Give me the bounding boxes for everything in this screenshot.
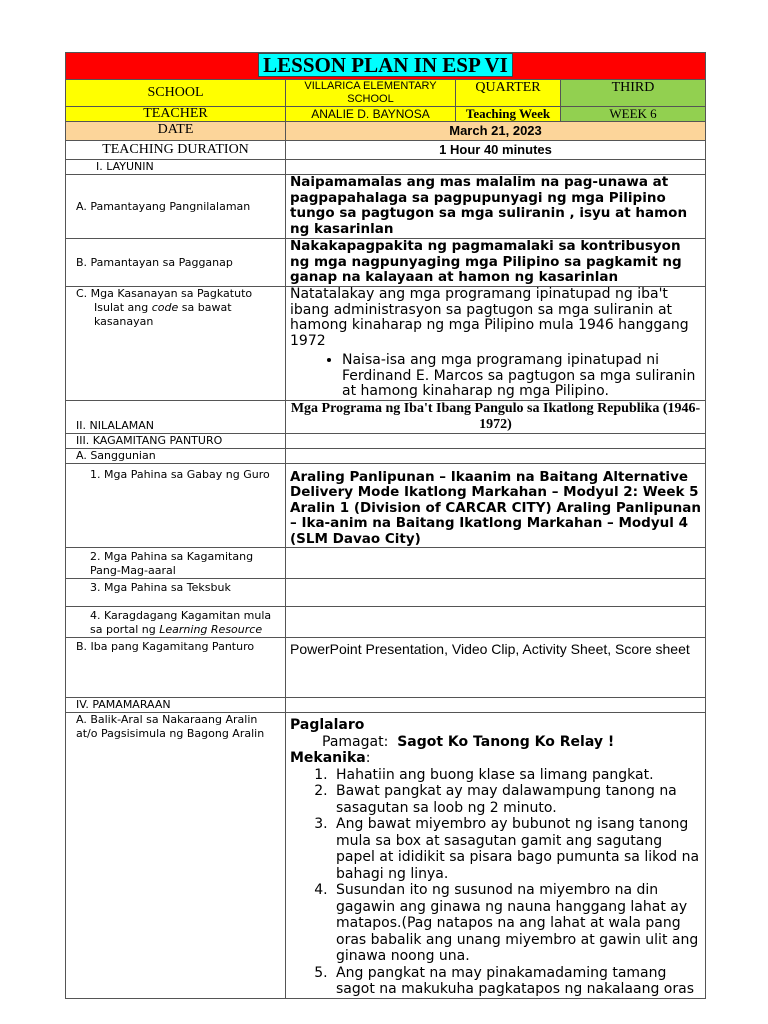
kasanayan-note-code: code (151, 301, 179, 314)
kasanayan-note (76, 301, 281, 329)
karagdagang-kagamitan-label (66, 607, 286, 638)
gabay-guro-label: 1. Mga Pahina sa Gabay ng Guro (66, 463, 286, 548)
duration-row (66, 141, 706, 160)
week-value: WEEK 6 (561, 107, 706, 122)
kasanayan-bullet-list (290, 353, 701, 400)
kagamitan-label: III. KAGAMITANG PANTURO (66, 433, 286, 448)
school-label: SCHOOL (66, 80, 286, 107)
duration-label: TEACHING DURATION (66, 141, 286, 160)
pamantayan-pagganap-label: B. Pamantayan sa Pagganap (66, 239, 286, 287)
duration-value: 1 Hour 40 minutes (286, 141, 706, 160)
nilalaman-label: II. NILALAMAN (66, 400, 286, 433)
sanggunian-label: A. Sanggunian (66, 448, 286, 463)
page-title: LESSON PLAN IN ESP VI (258, 53, 513, 77)
iba-pang-kagamitan-row (66, 638, 706, 698)
kasanayan-row (66, 287, 706, 401)
teacher-value: ANALIE D. BAYNOSA (286, 107, 456, 122)
learning-resource-text: Learning Resource (159, 623, 263, 636)
mekanika-step: 2. Bawat pangkat ay may dalawampung tanong na sasagutan sa loob ng 2 minuto. (332, 783, 701, 816)
title-row (66, 53, 706, 80)
pamantayan-pagganap-text: Nakakapagpakita ng pagmamalaki sa kontribusyon ng mga nagpunyaging mga Pilipino sa pagkamit ng ganap na kalayaan at hamon ng kasarinlan (286, 239, 706, 287)
nilalaman-row (66, 400, 706, 433)
iba-pang-kagamitan-label: B. Iba pang Kagamitang Panturo (66, 638, 286, 698)
lesson-plan-page (65, 52, 705, 999)
teksbuk-label: 3. Mga Pahina sa Teksbuk (66, 579, 286, 607)
school-value: VILLARICA ELEMENTARY SCHOOL (286, 80, 456, 107)
balik-aral-label: A. Balik-Aral sa Nakaraang Aralin at/o Pagsisimula ng Bagong Aralin (66, 713, 286, 999)
school-row (66, 80, 706, 107)
layunin-row (66, 160, 706, 175)
kasanayan-bullet: • Naisa-isa ang mga programang ipinatupad ni Ferdinand E. Marcos sa pagtugon sa mga suliranin at hamong kinaharap ng mga Pilipino. (342, 353, 701, 400)
kasanayan-content (286, 287, 706, 401)
pamamaraan-label: IV. PAMAMARAAN (66, 698, 286, 713)
mekanika-step: 3. Ang bawat miyembro ay bubunot ng isang tanong mula sa box at sasagutan gamit ang sagutang papel at ididikit sa pisara bago pumunta sa likod na bahagi ng linya. (332, 816, 701, 882)
nilalaman-text: Mga Programa ng Iba't Ibang Pangulo sa Ikatlong Republika (1946-1972) (286, 400, 706, 433)
balik-aral-row (66, 713, 706, 999)
pamamaraan-row (66, 698, 706, 713)
gabay-guro-text: Araling Panlipunan – Ikaanim na Baitang Alternative Delivery Mode Ikatlong Markahan – Modyul 2: Week 5 Aralin 1 (Division of CARCAR CITY) Araling Panlipunan – Ika-anim na Baitang Ikatlong Markahan – Modyul 4 (SLM Davao City) (286, 463, 706, 548)
kasanayan-note-part1: Isulat ang (94, 301, 152, 314)
kasanayan-text: Natatalakay ang mga programang ipinatupad ng iba't ibang administrasyon sa pagtugon sa mga suliranin at hamong kinaharap ng mga Pilipino mula 1946 hanggang 1972 (290, 286, 689, 349)
pamagat-value: Sagot Ko Tanong Ko Relay ! (397, 733, 615, 750)
date-value: March 21, 2023 (286, 122, 706, 141)
mekanika-list (290, 767, 701, 998)
pamantayang-pangnilalaman-text: Naipamamalas ang mas malalim na pag-unawa at pagpapahalaga sa pagpupunyagi ng mga Pilipino tungo sa pagtugon sa mga suliranin , isyu at hamon ng kasarinlan (286, 175, 706, 239)
gabay-guro-row (66, 463, 706, 548)
teksbuk-row (66, 579, 706, 607)
kasanayan-cell (66, 287, 286, 401)
balik-aral-content (286, 713, 706, 999)
date-label: DATE (66, 122, 286, 141)
karagdagang-kagamitan-label-text: 4. Karagdagang Kagamitan mula sa portal ng (90, 609, 272, 636)
layunin-label: I. LAYUNIN (66, 160, 286, 175)
mekanika-heading (290, 750, 701, 767)
date-row (66, 122, 706, 141)
mekanika-step: 1. Hahatiin ang buong klase sa limang pangkat. (332, 767, 701, 784)
teacher-label: TEACHER (66, 107, 286, 122)
teacher-row (66, 107, 706, 122)
mekanika-step: 5. Ang pangkat na may pinakamadaming tamang sagot na makukuha pagkatapos ng nakalaang oras (332, 965, 701, 998)
pamagat-label: Pamagat: (322, 733, 389, 750)
kagamitan-row (66, 433, 706, 448)
pamantayan-pagganap-row (66, 239, 706, 287)
kagamitang-mag-aaral-row (66, 548, 706, 579)
quarter-label: QUARTER (456, 80, 561, 107)
lesson-plan-table (65, 52, 706, 999)
kasanayan-label: C. Mga Kasanayan sa Pagkatuto (76, 287, 253, 300)
pamantayang-pangnilalaman-row (66, 175, 706, 239)
iba-pang-kagamitan-text: PowerPoint Presentation, Video Clip, Activity Sheet, Score sheet (286, 638, 706, 698)
pamagat-line (290, 734, 701, 751)
karagdagang-kagamitan-row (66, 607, 706, 638)
pamantayang-pangnilalaman-label: A. Pamantayang Pangnilalaman (66, 175, 286, 239)
sanggunian-row (66, 448, 706, 463)
week-label: Teaching Week (456, 107, 561, 122)
mekanika-step: 4. Susundan ito ng susunod na miyembro na din gagawin ang ginawa ng nauna hanggang lahat ay matapos.(Pag natapos na ang lahat at wala pang oras babalik ang unang miyembro at gawin ulit ang ginawa noong una. (332, 882, 701, 965)
quarter-value: THIRD (561, 80, 706, 107)
kasanayan-note-part2: sa bawat kasanayan (94, 301, 232, 328)
kagamitang-mag-aaral-label: 2. Mga Pahina sa Kagamitang Pang-Mag-aaral (66, 548, 286, 579)
paglalaro-heading: Paglalaro (290, 717, 365, 733)
mekanika-label: Mekanika (290, 750, 366, 766)
mekanika-colon: : (365, 750, 371, 766)
